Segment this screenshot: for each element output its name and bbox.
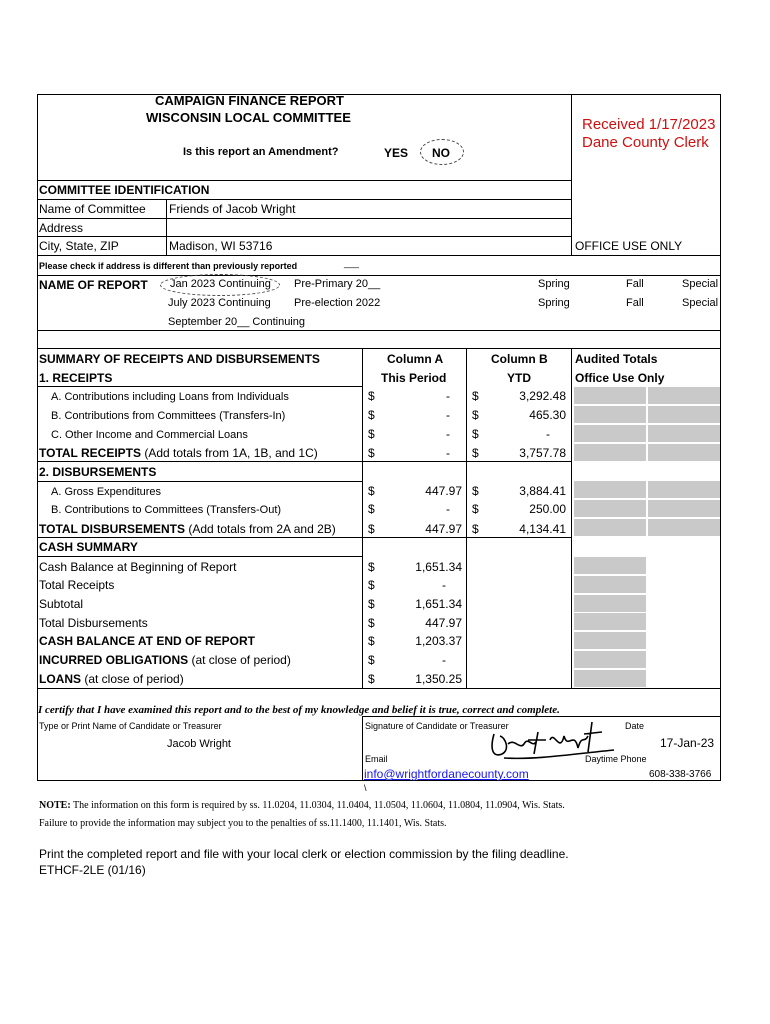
city-state-zip-label: City, State, ZIP [39,239,119,253]
form-title-line1: CAMPAIGN FINANCE REPORT [155,93,344,108]
column-a-value[interactable]: 447.97 [425,522,462,536]
amendment-no[interactable]: NO [432,146,450,160]
currency-sign: $ [472,522,479,536]
row-label: Subtotal [39,597,84,611]
report-option-preprimary[interactable]: Pre-Primary 20__ [294,278,381,290]
row-label: Total Disbursements [39,616,148,630]
currency-sign: $ [368,653,375,667]
report-option-spring-1[interactable]: Spring [538,278,570,290]
receipts-heading: 1. RECEIPTS [39,371,113,385]
signature-label: Signature of Candidate or Treasurer [365,721,509,731]
currency-sign: $ [368,616,375,630]
column-a-value[interactable]: 1,350.25 [415,672,462,686]
column-a-heading: Column A [387,352,444,366]
clerk-stamp: Dane County Clerk [582,134,709,151]
currency-sign: $ [472,427,479,441]
row-label: LOANS (at close of period) [39,672,184,686]
office-use-only-label: OFFICE USE ONLY [575,239,683,253]
filing-instructions: Print the completed report and file with your local clerk or election commission by the filing deadline. [39,847,569,861]
disbursements-heading: 2. DISBURSEMENTS [39,465,157,479]
currency-sign: $ [472,502,479,516]
currency-sign: $ [368,634,375,648]
row-label: C. Other Income and Commercial Loans [51,429,248,441]
column-b-value[interactable]: - [546,427,550,441]
currency-sign: $ [368,389,375,403]
stray-backslash: \ [364,783,367,793]
row-label: A. Contributions including Loans from Individuals [51,391,289,403]
received-stamp: Received 1/17/2023 [582,116,716,133]
column-b-value[interactable]: 3,757.78 [519,446,566,460]
currency-sign: $ [472,446,479,460]
phone-field[interactable]: 608-338-3766 [649,769,712,780]
footer-note: NOTE: The information on this form is required by ss. 11.0204, 11.0304, 11.0404, 11.0504, 11.0604, 11.0804, 11.0904, Wis. Stats. [39,800,565,811]
city-state-zip-field[interactable]: Madison, WI 53716 [169,239,273,253]
report-option-jan-continuing[interactable]: Jan 2023 Continuing [170,278,271,290]
cash-summary-heading: CASH SUMMARY [39,540,138,554]
row-label: Total Receipts [39,578,115,592]
report-option-preelection[interactable]: Pre-election 2022 [294,297,381,309]
date-label: Date [625,721,645,731]
currency-sign: $ [368,672,375,686]
report-option-september-continuing[interactable]: September 20__ Continuing [168,316,305,328]
row-label: CASH BALANCE AT END OF REPORT [39,634,255,648]
form-id: ETHCF-2LE (01/16) [39,863,146,877]
currency-sign: $ [472,389,479,403]
audited-office-use-heading: Office Use Only [575,371,665,385]
report-option-special-1[interactable]: Special [682,278,719,290]
column-a-value[interactable]: - [446,389,450,403]
address-label: Address [39,221,84,235]
report-option-fall-1[interactable]: Fall [626,278,644,290]
report-option-spring-2[interactable]: Spring [538,297,570,309]
column-b-value[interactable]: 250.00 [529,502,566,516]
currency-sign: $ [472,408,479,422]
row-label: A. Gross Expenditures [51,486,162,498]
row-label: Cash Balance at Beginning of Report [39,560,237,574]
currency-sign: $ [368,560,375,574]
amendment-yes[interactable]: YES [384,146,409,160]
column-a-subheading: This Period [381,371,447,385]
report-option-special-2[interactable]: Special [682,297,719,309]
address-change-checkbox[interactable]: ___ [344,258,360,268]
amendment-question: Is this report an Amendment? [183,146,339,158]
column-a-value[interactable]: - [442,578,446,592]
committee-name-label: Name of Committee [39,202,146,216]
currency-sign: $ [368,578,375,592]
audited-totals-heading: Audited Totals [575,352,658,366]
row-label: TOTAL RECEIPTS (Add totals from 1A, 1B, and 1C) [39,446,318,460]
currency-sign: $ [368,597,375,611]
column-b-value[interactable]: 4,134.41 [519,522,566,536]
address-field[interactable] [169,221,569,235]
column-a-value[interactable]: - [446,427,450,441]
column-a-value[interactable]: - [446,446,450,460]
report-option-july-continuing[interactable]: July 2023 Continuing [168,297,271,309]
currency-sign: $ [368,484,375,498]
column-a-value[interactable]: 447.97 [425,616,462,630]
date-field[interactable]: 17-Jan-23 [660,736,715,750]
address-change-note: Please check if address is different than previously reported [39,261,298,271]
committee-name-field[interactable]: Friends of Jacob Wright [169,202,296,216]
email-label: Email [365,754,388,764]
certification-statement: I certify that I have examined this report and to the best of my knowledge and belief it is true, correct and complete. [38,704,560,716]
summary-heading: SUMMARY OF RECEIPTS AND DISBURSEMENTS [39,352,320,366]
currency-sign: $ [368,502,375,516]
report-option-fall-2[interactable]: Fall [626,297,644,309]
column-b-subheading: YTD [507,371,531,385]
row-label: B. Contributions from Committees (Transfers-In) [51,410,286,422]
row-label: TOTAL DISBURSEMENTS (Add totals from 2A and 2B) [39,522,336,536]
column-a-value[interactable]: 447.97 [425,484,462,498]
column-a-value[interactable]: 1,203.37 [415,634,462,648]
footer-penalty: Failure to provide the information may subject you to the penalties of ss.11.1400, 11.1401, Wis. Stats. [39,818,447,829]
phone-label: Daytime Phone [585,754,647,764]
column-a-value[interactable]: 1,651.34 [415,597,462,611]
treasurer-name-field[interactable]: Jacob Wright [167,738,231,750]
email-link[interactable]: info@wrightfordanecounty.com [364,767,529,781]
column-a-value[interactable]: - [446,408,450,422]
currency-sign: $ [368,446,375,460]
treasurer-name-label: Type or Print Name of Candidate or Treasurer [39,721,222,731]
form-title-line2: WISCONSIN LOCAL COMMITTEE [146,110,351,125]
column-b-heading: Column B [491,352,548,366]
column-a-value[interactable]: 1,651.34 [415,560,462,574]
column-b-value[interactable]: 3,292.48 [519,389,566,403]
currency-sign: $ [368,408,375,422]
row-label: B. Contributions to Committees (Transfers-Out) [51,504,282,516]
currency-sign: $ [472,484,479,498]
report-name-label: NAME OF REPORT [39,278,148,292]
column-b-value[interactable]: 465.30 [529,408,566,422]
column-a-value[interactable]: - [442,653,446,667]
row-label: INCURRED OBLIGATIONS (at close of period) [39,653,291,667]
column-a-value[interactable]: - [446,502,450,516]
currency-sign: $ [368,522,375,536]
committee-section-heading: COMMITTEE IDENTIFICATION [39,183,210,197]
currency-sign: $ [368,427,375,441]
column-b-value[interactable]: 3,884.41 [519,484,566,498]
